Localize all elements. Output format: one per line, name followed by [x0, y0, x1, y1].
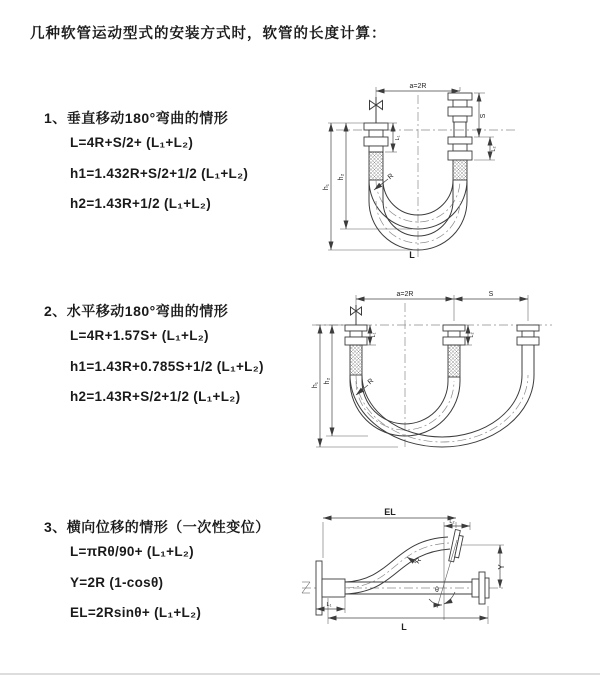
section-vertical-movement [44, 108, 248, 220]
length-label: L [409, 250, 415, 260]
formula-s3-length: L=πRθ/90+ (L₁+L₂) [70, 544, 194, 559]
hose-fitting-right [517, 325, 539, 375]
dim-y-label: Y [497, 564, 506, 570]
centerline-symbol [302, 582, 310, 593]
dim-l1-label: L₁ [371, 332, 377, 338]
dim-length-label: L [401, 622, 407, 632]
section-1-heading: 1、垂直移动180°弯曲的情形 [44, 110, 229, 126]
dim-h1-label: h₁ [323, 183, 330, 191]
formula-s1-length: L=4R+S/2+ (L₁+L₂) [70, 135, 194, 150]
dim-s-label: S [480, 113, 487, 119]
hose-fitting-right-upper [448, 93, 472, 137]
hose-fitting-left [345, 325, 367, 375]
diagram-vertical-movement [308, 75, 593, 260]
dim-l2-label: L₂ [449, 519, 455, 525]
dim-l2-label: L₂ [469, 332, 475, 338]
formula-s2-h2: h2=1.43R+S/2+1/2 (L₁+L₂) [70, 389, 241, 404]
dim-stroke-s [454, 291, 528, 299]
dim-width-a2r [376, 83, 460, 97]
diagram-lateral-displacement [298, 500, 600, 645]
flange-right [472, 572, 489, 604]
centerlines [336, 95, 516, 258]
radius-annotation [407, 557, 423, 565]
dim-s-label: S [488, 291, 494, 298]
hose-fitting-left [364, 123, 388, 180]
angle-label: θ [435, 587, 439, 594]
hose-fitting-right-lower [448, 137, 472, 180]
formula-s1-h1: h1=1.432R+S/2+1/2 (L₁+L₂) [70, 165, 249, 181]
dim-l1-label: L₁ [326, 602, 332, 608]
dim-h2-label: h₂ [338, 173, 345, 181]
hose-fitting-middle [443, 325, 465, 377]
formula-s2-h1: h1=1.43R+0.785S+1/2 (L₁+L₂) [70, 358, 264, 374]
dim-h1-label: h₁ [312, 381, 319, 389]
dim-upper-fitting-l2 [444, 519, 470, 530]
dim-h2-label: h₂ [324, 377, 331, 385]
formula-s3-y: Y=2R (1-cosθ) [70, 574, 164, 590]
dim-el [323, 507, 456, 558]
valve-icon [351, 305, 362, 325]
hose-braid-right [453, 160, 467, 180]
page-title: 几种软管运动型式的安装方式时，软管的长度计算： [30, 26, 387, 42]
radius-label: R [366, 377, 376, 387]
section-horizontal-movement [44, 301, 264, 413]
diagram-horizontal-movement [306, 285, 598, 457]
dim-l2-label: L₂ [491, 146, 497, 152]
section-2-heading: 2、水平移动180°弯曲的情形 [44, 303, 229, 319]
dim-l1-label: L₁ [395, 135, 401, 141]
dim-fitting-l1 [366, 325, 377, 345]
radius-annotation [356, 378, 375, 395]
hose-braid-left [350, 345, 362, 375]
valve-icon [370, 97, 383, 123]
hose-braid-middle [448, 345, 460, 377]
dim-el-label: EL [384, 507, 396, 517]
formula-s2-length: L=4R+1.57S+ (L₁+L₂) [70, 328, 209, 343]
hose-u-bend-far [350, 375, 534, 447]
dim-width-a2r [356, 291, 528, 321]
radius-label: R [414, 557, 424, 566]
flange-upper [449, 530, 464, 563]
angle-annotation [429, 522, 457, 620]
dim-width-label: a=2R [409, 83, 427, 90]
dim-length-l [328, 598, 488, 632]
dim-width-label: a=2R [396, 291, 414, 298]
formula-s3-el: EL=2Rsinθ+ (L₁+L₂) [70, 605, 202, 620]
formula-s1-h2: h2=1.43R+1/2 (L₁+L₂) [70, 196, 212, 211]
radius-label: R [386, 172, 396, 182]
section-3-heading: 3、横向位移的情形（一次性变位） [44, 519, 270, 535]
hose-braid-left [369, 152, 383, 180]
hose-s-curve [345, 537, 450, 594]
dim-fitting-l2 [474, 137, 497, 160]
section-lateral-displacement [44, 517, 270, 629]
dim-stroke-s [474, 93, 494, 137]
